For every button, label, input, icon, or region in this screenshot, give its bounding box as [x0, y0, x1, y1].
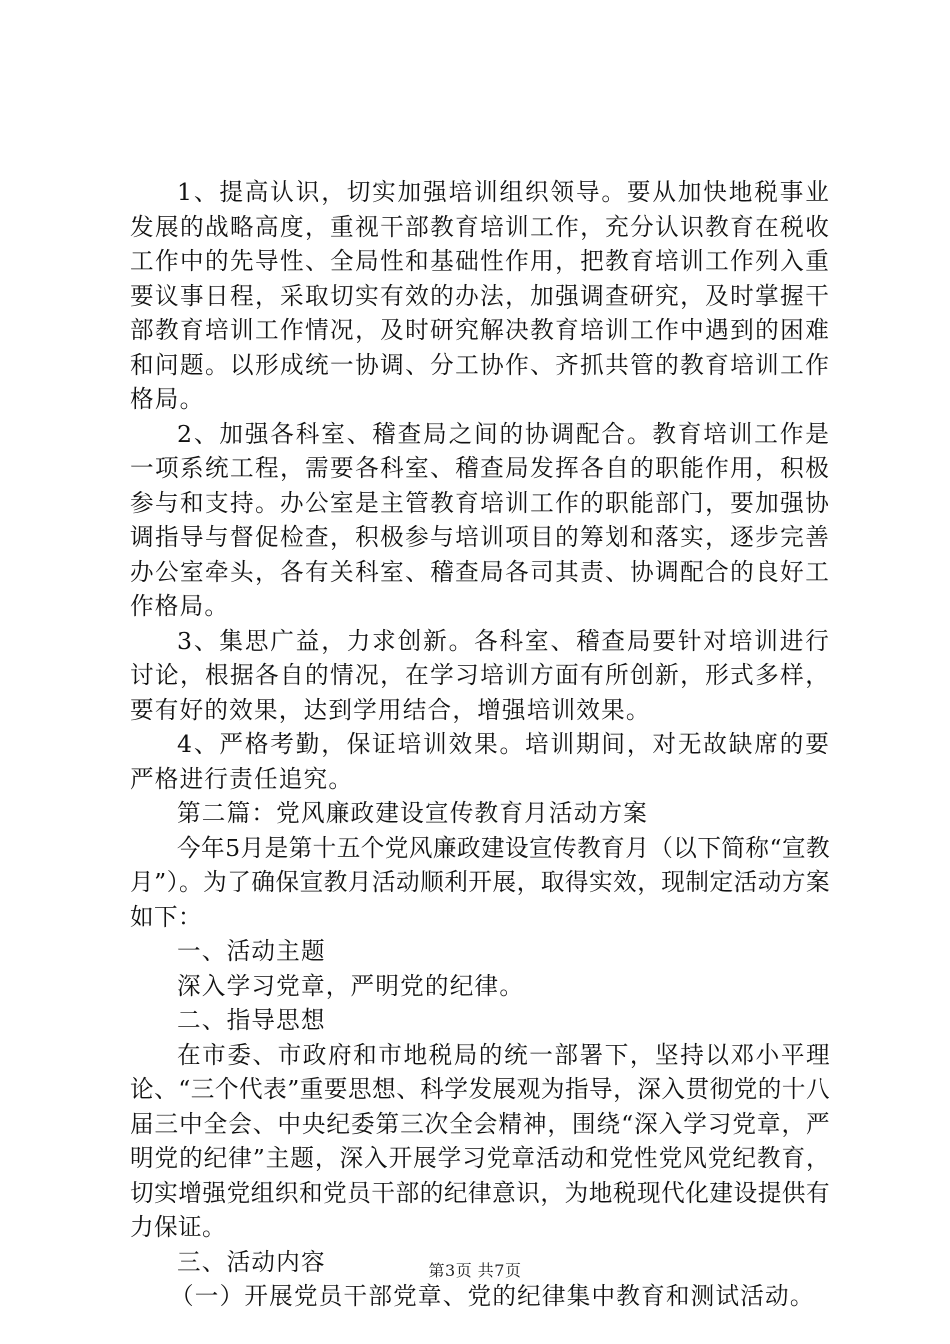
heading-guiding-thought: 二、指导思想 — [177, 1006, 326, 1034]
theme-text: 深入学习党章，严明党的纪律。 — [177, 971, 525, 1000]
paragraph-1: 1、提高认识，切实加强培训组织领导。要从加快地税事业发展的战略高度，重视干部教育培训工作，充分认识教育在税收工作中的先导性、全局性和基础性作用，把教育培训工作列入重要议事日程，采取切实有效的办法，加强调查研究，及时掌握干部教育培训工作情况，及时研究解决教育培训工作中遇到的困难和问题。以形成统一协调、分工协作、齐抓共管的教育培训工作格局。 — [130, 178, 830, 413]
content-item-1: （一）开展党员干部党章、党的纪律集中教育和测试活动。 — [170, 1282, 815, 1310]
guiding-paragraph: 在市委、市政府和市地税局的统一部署下，坚持以邓小平理论、“三个代表”重要思想、科学发展观为指导，深入贯彻党的十八届三中全会、中央纪委第三次全会精神，围绕“深入学习党章，严明党的纪律”主题，深入开展学习党章活动和党性党风党纪教育，切实增强党组织和党员干部的纪律意识，为地税现代化建设提供有力保证。 — [130, 1040, 830, 1241]
page-number-footer: 第3页 共7页 — [428, 1261, 522, 1280]
document-body — [130, 175, 830, 1314]
paragraph-2: 2、加强各科室、稽查局之间的协调配合。教育培训工作是一项系统工程，需要各科室、稽查局发挥各自的职能作用，积极参与和支持。办公室是主管教育培训工作的职能部门，要加强协调指导与督促检查，积极参与培训项目的筹划和落实，逐步完善办公室牵头，各有关科室、稽查局各司其责、协调配合的良好工作格局。 — [130, 419, 830, 620]
heading-activity-content: 三、活动内容 — [177, 1247, 326, 1276]
section-title: 第二篇：党风廉政建设宣传教育月活动方案 — [177, 799, 649, 827]
intro-paragraph: 今年5月是第十五个党风廉政建设宣传教育月（以下简称“宣教月”）。为了确保宣教月活动顺利开展，取得实效，现制定活动方案如下： — [130, 833, 830, 931]
paragraph-3: 3、集思广益，力求创新。各科室、稽查局要针对培训进行讨论，根据各自的情况，在学习培训方面有所创新，形式多样，要有好的效果，达到学用结合，增强培训效果。 — [130, 626, 830, 724]
heading-activity-theme: 一、活动主题 — [177, 937, 326, 965]
paragraph-4: 4、严格考勤，保证培训效果。培训期间，对无故缺席的要严格进行责任追究。 — [130, 730, 830, 793]
